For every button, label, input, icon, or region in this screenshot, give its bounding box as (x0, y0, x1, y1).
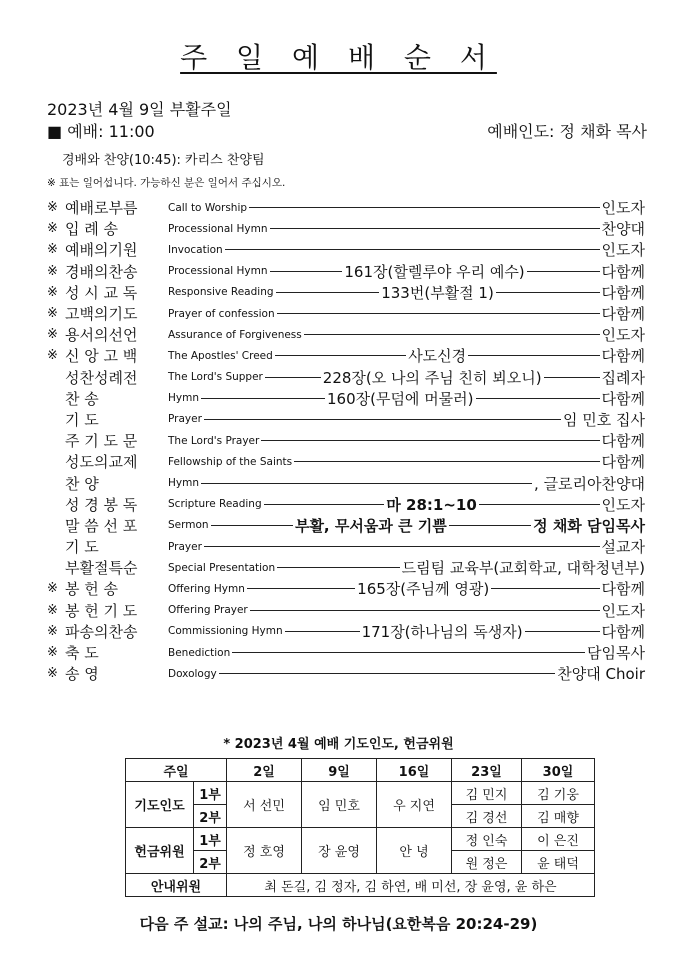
leader-line (479, 504, 600, 505)
leader-line (270, 228, 600, 229)
row-label-offering: 헌금위원 (126, 828, 194, 874)
order-item-english: Hymn (168, 392, 199, 405)
table-cell: 김 매향 (522, 805, 595, 828)
page-title: 주 일 예 배 순 서 (180, 41, 497, 74)
order-item-name: 성 시 교 독 (65, 283, 138, 302)
order-item-name: 봉 헌 기 도 (65, 601, 138, 620)
order-row (47, 494, 645, 515)
order-item-english: The Apostles' Creed (168, 349, 273, 362)
leader-line (496, 292, 600, 293)
table-cell: 김 민지 (452, 782, 522, 805)
order-item-name: 축 도 (65, 644, 99, 663)
next-sermon: 다음 주 설교: 나의 주님, 나의 하나님(요한복음 20:24-29) (139, 915, 538, 933)
order-item-name: 고백의기도 (65, 305, 138, 324)
order-row (47, 621, 645, 642)
leader-line (211, 525, 293, 526)
table-header-cell: 2일 (227, 759, 302, 782)
order-item-person: 인도자 (601, 601, 645, 620)
order-item-person: , 글로리아찬양대 (534, 474, 645, 493)
order-row (47, 430, 645, 451)
order-item-person: 다함께 (601, 432, 645, 451)
order-item-english: Responsive Reading (168, 286, 274, 299)
order-item-person: 임 민호 집사 (563, 410, 645, 429)
leader-line (468, 355, 599, 356)
order-item-name: 찬 양 (65, 474, 99, 493)
order-item-name: 경배의찬송 (65, 262, 138, 281)
order-item-content: 160장(무덤에 머물러) (326, 389, 474, 408)
order-row (47, 239, 645, 260)
order-item-person: 설교자 (601, 538, 645, 557)
table-header-cell: 주일 (126, 759, 227, 782)
part-label: 2부 (194, 805, 227, 828)
order-item-english: Fellowship of the Saints (168, 455, 293, 468)
order-item-person: 다함께 (601, 580, 645, 599)
order-item-person: 다함께 (601, 262, 646, 281)
order-item-person: 찬양대 (601, 220, 645, 239)
table-cell: 원 정은 (452, 851, 522, 874)
order-item-person: 인도자 (601, 326, 645, 345)
stand-mark: ※ (47, 602, 58, 618)
order-item-name: 찬 송 (65, 389, 99, 408)
order-item-name: 예배로부름 (65, 199, 138, 218)
leader-line (476, 398, 600, 399)
order-row (47, 451, 645, 472)
table-cell: 김 경선 (452, 805, 522, 828)
order-item-person: 집례자 (601, 368, 646, 387)
row-label-prayer: 기도인도 (126, 782, 194, 828)
order-item-name: 입 례 송 (65, 220, 119, 239)
order-item-name: 부활절특순 (65, 559, 138, 578)
leader-line (265, 377, 321, 378)
leader-line (304, 334, 600, 335)
order-item-name: 성도의교제 (65, 453, 138, 472)
leader-line (249, 207, 599, 208)
order-row (47, 578, 645, 599)
stand-mark: ※ (47, 327, 58, 343)
order-item-name: 용서의선언 (65, 326, 138, 345)
row-label-ushers: 안내위원 (126, 874, 227, 897)
leader-line (201, 398, 325, 399)
table-cell: 윤 태덕 (522, 851, 595, 874)
leader-line (275, 355, 406, 356)
order-row (47, 282, 645, 303)
table-header-cell: 16일 (377, 759, 452, 782)
leader-line (525, 631, 600, 632)
table-cell: 우 지연 (377, 782, 452, 828)
order-item-content: 228장(오 나의 주님 친히 뵈오니) (322, 368, 542, 387)
leader-line (232, 652, 585, 653)
order-row (47, 367, 645, 388)
stand-mark: ※ (47, 221, 58, 237)
order-item-person: 인도자 (601, 199, 645, 218)
leader-line (276, 292, 380, 293)
leader-line (544, 377, 600, 378)
order-item-english: Assurance of Forgiveness (168, 328, 302, 341)
order-row (47, 472, 645, 493)
part-label: 1부 (194, 782, 227, 805)
staff-table (125, 758, 595, 897)
leader-line (277, 567, 400, 568)
leader-line (491, 588, 599, 589)
part-label: 1부 (194, 828, 227, 851)
order-row (47, 663, 645, 684)
order-item-content: 133번(부활절 1) (381, 283, 494, 302)
order-item-content: 165장(주님께 영광) (357, 580, 490, 599)
order-item-english: Commissioning Hymn (168, 625, 283, 638)
order-item-name: 봉 헌 송 (65, 580, 119, 599)
table-cell: 장 윤영 (302, 828, 377, 874)
order-item-person: 다함께 (601, 389, 645, 408)
order-item-content: 161장(할렐루야 우리 예수) (344, 262, 525, 281)
table-cell: 임 민호 (302, 782, 377, 828)
leader-line (294, 461, 599, 462)
order-item-person: 드림팀 교육부(교회학교, 대학청년부) (401, 559, 645, 578)
leader-line (204, 546, 600, 547)
table-cell: 정 인숙 (452, 828, 522, 851)
service-time: ■ 예배: 11:00 (47, 122, 155, 141)
table-header-cell: 23일 (452, 759, 522, 782)
leader-line (261, 440, 599, 441)
order-item-person: 정 채화 담임목사 (533, 516, 645, 535)
order-item-name: 주 기 도 문 (65, 432, 138, 451)
order-item-person: 다함께 (601, 453, 645, 472)
order-item-english: Scripture Reading (168, 498, 262, 511)
standing-note: ※ 표는 일어섭니다. 가능하신 분은 일어서 주십시오. (47, 177, 286, 189)
order-item-english: Prayer (168, 540, 202, 553)
order-row (47, 345, 645, 366)
leader-line (201, 483, 532, 484)
order-item-name: 말 씀 선 포 (65, 516, 138, 535)
table-cell: 서 선민 (227, 782, 302, 828)
stand-mark: ※ (47, 200, 58, 216)
order-row (47, 261, 645, 282)
table-header-cell: 30일 (522, 759, 595, 782)
order-item-name: 성 경 봉 독 (65, 495, 138, 514)
leader-line (225, 249, 600, 250)
leader-line (270, 271, 343, 272)
order-item-person: 다함께 (601, 622, 645, 641)
order-row (47, 324, 645, 345)
praise-team-line: 경배와 찬양(10:45): 카리스 찬양팀 (62, 153, 265, 168)
order-row (47, 600, 645, 621)
order-item-english: Hymn (168, 477, 199, 490)
table-cell: 정 호영 (227, 828, 302, 874)
stand-mark: ※ (47, 284, 58, 300)
order-row (47, 197, 645, 218)
stand-mark: ※ (47, 666, 58, 682)
order-item-english: Benediction (168, 646, 231, 659)
order-item-name: 송 영 (65, 665, 99, 684)
order-row (47, 515, 645, 536)
order-item-content: 부활, 무서움과 큰 기쁨 (294, 516, 447, 535)
stand-mark: ※ (47, 645, 58, 661)
order-item-person: 찬양대 Choir (557, 665, 645, 684)
leader-line (247, 588, 355, 589)
order-item-english: Doxology (168, 667, 217, 680)
order-item-name: 예배의기원 (65, 241, 138, 260)
order-item-english: Invocation (168, 243, 223, 256)
order-item-english: Sermon (168, 519, 209, 532)
order-item-english: Prayer (168, 413, 202, 426)
leader-line (449, 525, 531, 526)
order-item-person: 다함께 (601, 305, 645, 324)
order-item-person: 인도자 (601, 241, 645, 260)
order-row (47, 536, 645, 557)
order-item-english: Offering Prayer (168, 604, 248, 617)
order-item-name: 성찬성례전 (65, 368, 138, 387)
order-item-english: Call to Worship (168, 201, 248, 214)
order-of-worship (47, 197, 645, 684)
order-item-english: Processional Hymn (168, 265, 268, 278)
order-item-name: 파송의찬송 (65, 622, 138, 641)
service-date: 2023년 4월 9일 부활주일 (47, 100, 232, 119)
table-cell: 이 은진 (522, 828, 595, 851)
stand-mark: ※ (47, 306, 58, 322)
table-header-cell: 9일 (302, 759, 377, 782)
stand-mark: ※ (47, 348, 58, 364)
order-row (47, 409, 645, 430)
table-cell: 안 녕 (377, 828, 452, 874)
order-row (47, 388, 645, 409)
order-row (47, 557, 645, 578)
leader-line (285, 631, 360, 632)
order-row (47, 642, 645, 663)
stand-mark: ※ (47, 623, 58, 639)
ushers-cell: 최 돈길, 김 정자, 김 하연, 배 미선, 장 윤영, 윤 하은 (227, 874, 595, 897)
order-item-content: 171장(하나님의 독생자) (361, 622, 523, 641)
leader-line (250, 610, 600, 611)
staff-table-title: * 2023년 4월 예배 기도인도, 헌금위원 (223, 737, 454, 752)
order-item-english: The Lord's Supper (168, 371, 263, 384)
order-item-content: 사도신경 (408, 347, 467, 366)
part-label: 2부 (194, 851, 227, 874)
stand-mark: ※ (47, 581, 58, 597)
order-item-name: 기 도 (65, 410, 99, 429)
stand-mark: ※ (47, 242, 58, 258)
order-item-english: Special Presentation (168, 561, 276, 574)
order-item-person: 담임목사 (587, 644, 645, 663)
order-item-person: 다함께 (601, 283, 645, 302)
order-item-english: Processional Hymn (168, 222, 268, 235)
order-item-content: 마 28:1~10 (386, 495, 477, 514)
order-item-english: Prayer of confession (168, 307, 275, 320)
table-cell: 김 기웅 (522, 782, 595, 805)
stand-mark: ※ (47, 263, 58, 279)
leader-line (527, 271, 600, 272)
order-row (47, 303, 645, 324)
order-row (47, 218, 645, 239)
worship-leader: 예배인도: 정 채화 목사 (487, 122, 647, 141)
order-item-name: 신 앙 고 백 (65, 347, 138, 366)
order-item-english: Offering Hymn (168, 582, 245, 595)
leader-line (277, 313, 600, 314)
order-item-name: 기 도 (65, 538, 99, 557)
leader-line (264, 504, 385, 505)
order-item-english: The Lord's Prayer (168, 434, 260, 447)
order-item-person: 인도자 (601, 495, 646, 514)
leader-line (204, 419, 561, 420)
leader-line (219, 673, 556, 674)
order-item-person: 다함께 (601, 347, 646, 366)
